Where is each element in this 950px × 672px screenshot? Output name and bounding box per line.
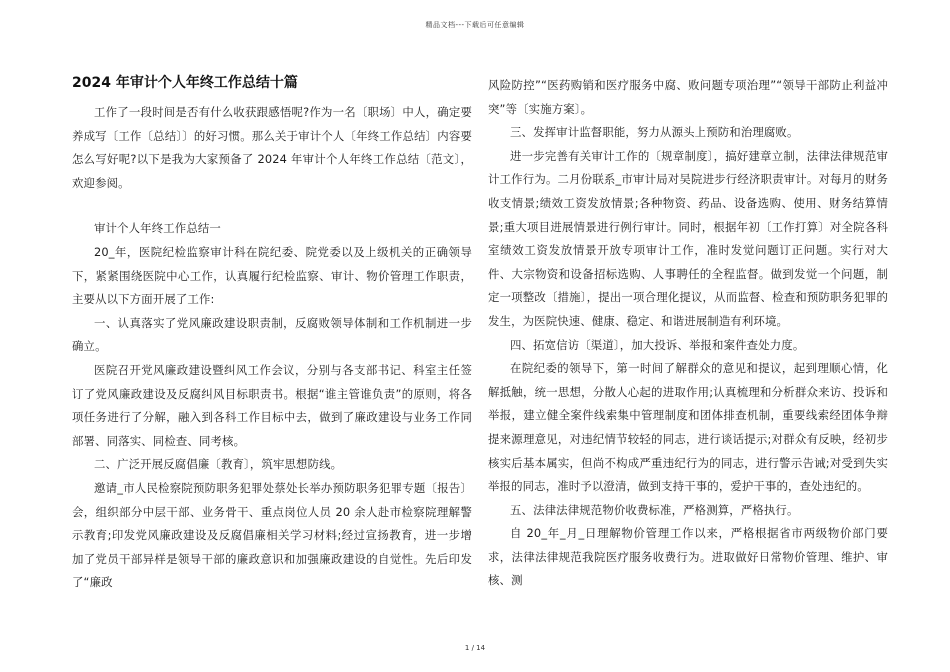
body-paragraph: 自 20_年_月_日理解物价管理工作以来，严格根据省市两级物价部门要求，法律法律规范我院医疗服务收费行为。进取做好日常物价管理、维护、审核、测 (488, 526, 888, 588)
item-heading: 二、广泛开展反腐倡廉〔教育〕，筑牢思想防线。 (94, 457, 343, 472)
section-heading: 审计个人年终工作总结一 (94, 221, 221, 236)
body-paragraph: 进一步完善有关审计工作的〔规章制度〕，搞好建章立制，法律法律规范审计工作行为。二月份联系_市审计局对吴院进步行经济职责审计。对每月的财务收支情景;绩效工资发放情景;各种物资、药品、设备选购、使用、财务结算情景;重大项目进展情景进行例行审计。同时，根据年初〔工作打算〕对全院各科室绩效工资发放情景开放专项审计工作，准时发觉问题订正问题。实行对大件、大宗物资和设备招标选购、人事聘任的全程监督。做到发觉一个问题，制定一项整改〔措施〕，提出一项合理化提议，从而监督、检查和预防职务犯罪的发生，为医院快速、健康、稳定、和谐进展制造有利环境。 (488, 148, 888, 328)
right-column (488, 74, 888, 593)
left-column (72, 74, 472, 595)
item-heading: 三、发挥审计监督职能，努力从源头上预防和治理腐败。 (510, 125, 799, 140)
document-title: 2024 年审计个人年终工作总结十篇 (72, 75, 298, 91)
item-heading: 五、法律法律规范物价收费标准，严格测算，严格执行。 (510, 502, 799, 517)
continued-paragraph: 风险防控”“医药购销和医疗服务中腐、败问题专项治理”“领导干部防止利益冲突”等〔实施方案〕。 (488, 78, 888, 116)
body-paragraph: 医院召开党风廉政建设暨纠风工作会议，分别与各支部书记、科室主任签订了党风廉政建设及反腐纠风目标职责书。根据“谁主管谁负责”的原则，将各项任务进行了分解，融入到各科工作目标中去，做到了廉政建设与业务工作同部署、同落实、同检查、同考核。 (72, 362, 472, 448)
body-paragraph: 20_年，医院纪检监察审计科在院纪委、院党委以及上级机关的正确领导下，紧紧围绕医院中心工作，认真履行纪检监察、审计、物价管理工作职责，主要从以下方面开展了工作: (72, 244, 472, 307)
body-paragraph: 邀请_市人民检察院预防职务犯罪处蔡处长举办预防职务犯罪专题〔报告〕会，组织部分中层干部、业务骨干、重点岗位人员 20 余人赴市检察院理解警示教育;印发党风廉政建设及反腐倡廉相关学习材料;经过宣扬教育，进一步增加了党员干部异样是领导干部的廉政意识和加强廉政建设的自觉性。先后印发了“廉政 (72, 480, 472, 590)
item-heading: 一、认真落实了党风廉政建设职责制，反腐败领导体制和工作机制进一步确立。 (72, 315, 472, 354)
page-number: 1 / 14 (464, 644, 486, 652)
body-paragraph: 在院纪委的领导下，第一时间了解群众的意见和提议，起到理顺心情，化解抵触，统一思想，分散人心起的进取作用;认真梳理和分析群众来访、投诉和举报，建立健全案件线索集中管理制度和团体排查机制，重要线索经团体争辩提来源理意见，对违纪情节较轻的同志，进行谈话提示;对群众有反映，经初步核实后基本属实，但尚不构成严重违纪行为的同志，进行警示告诫;对受到失实举报的同志，准时予以澄清，做到支持干事的，爱护干事的，查处违纪的。 (488, 361, 888, 494)
item-heading: 四、拓宽信访〔渠道〕，加大投诉、举报和案件查处力度。 (510, 337, 805, 352)
page-header: 精品文档---下载后可任意编辑 (425, 21, 525, 29)
intro-paragraph: 工作了一段时间是否有什么收获跟感悟呢?作为一名〔职场〕中人，确定要养成写〔工作〔总结〕〕的好习惯。那么关于审计个人〔年终工作总结〕内容要怎么写好呢?以下是我为大家预备了 2024 年审计个人年终工作总结〔范文〕，欢迎参阅。 (72, 105, 472, 190)
